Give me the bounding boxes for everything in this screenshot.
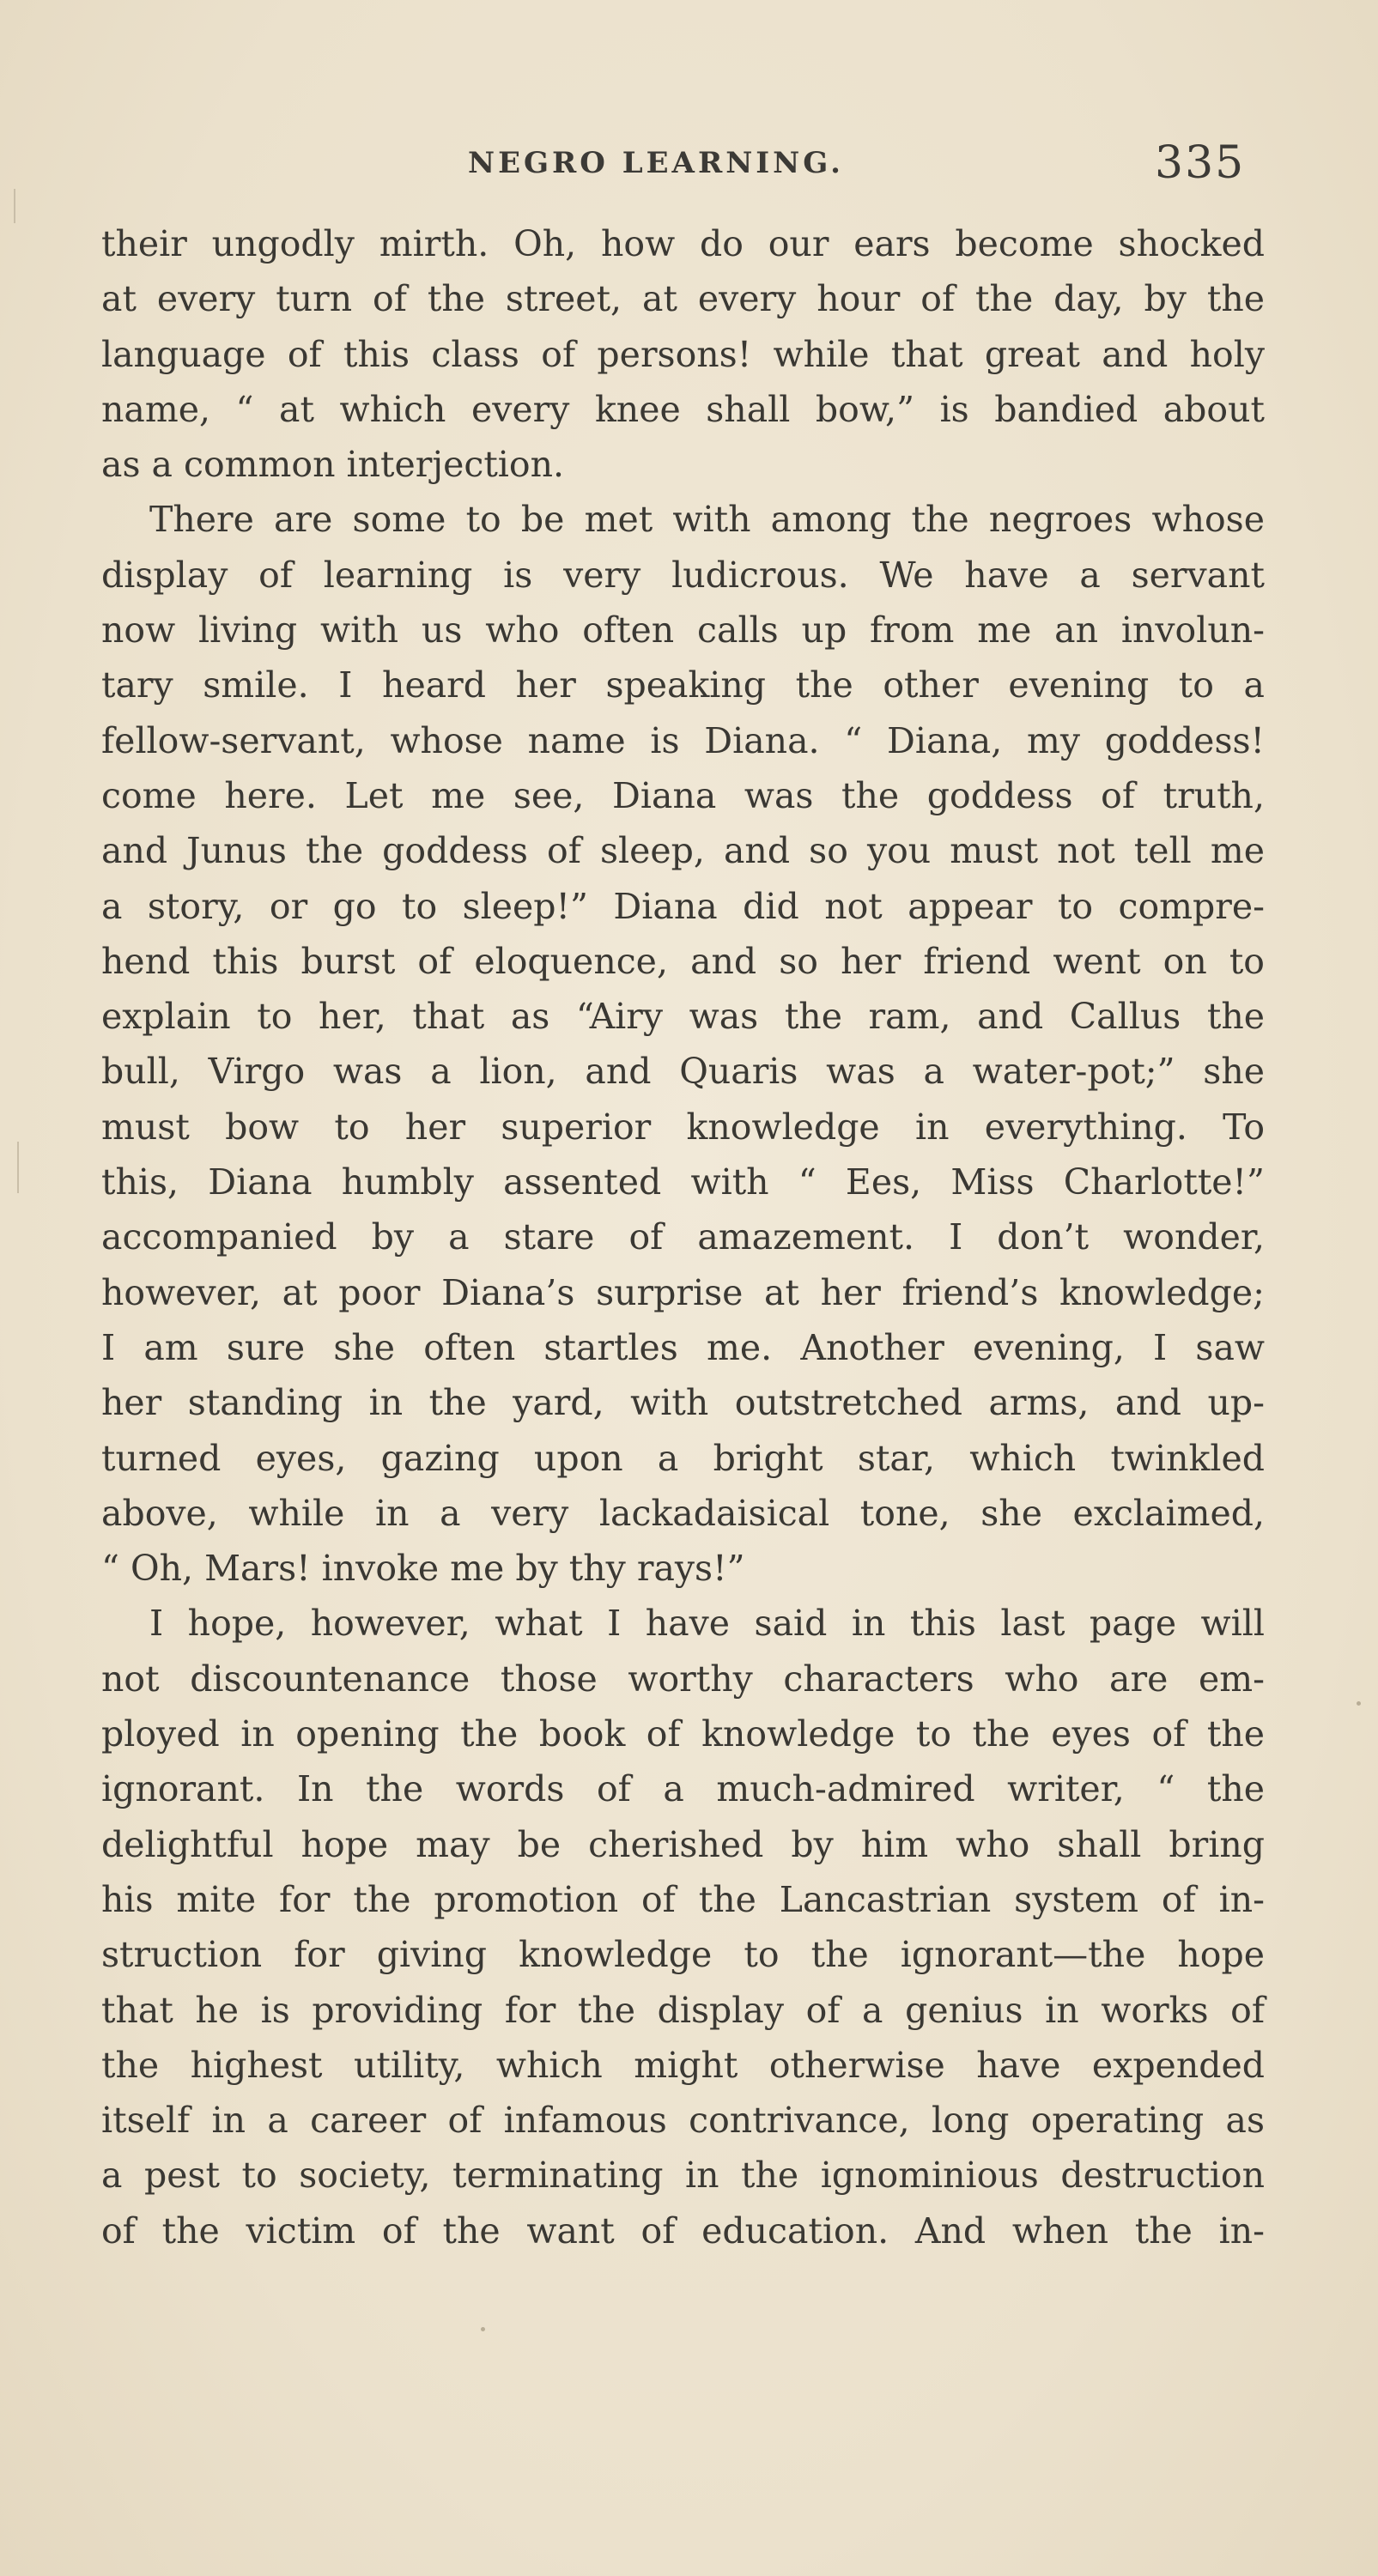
text-line: their ungodly mirth. Oh, how do our ears become shocked	[101, 223, 1265, 264]
text-line: There are some to be met with among the negroes whose	[149, 499, 1265, 541]
text-line: this, Diana humbly assented with “ Ees, Miss Charlotte!”	[101, 1161, 1265, 1203]
text-line: of the victim of the want of education. And when the in-	[101, 2209, 1265, 2252]
text-line: a story, or go to sleep!” Diana did not appear to compre-	[101, 885, 1265, 927]
text-line: “ Oh, Mars! invoke me by thy rays!”	[101, 1548, 745, 1590]
text-line: must bow to her superior knowledge in everything. To	[101, 1106, 1265, 1148]
text-line: now living with us who often calls up from me an involun-	[101, 609, 1265, 652]
text-line: at every turn of the street, at every hour of the day, by the	[101, 278, 1265, 320]
text-line: delightful hope may be cherished by him who shall bring	[101, 1823, 1265, 1865]
text-line: hend this burst of eloquence, and so her friend went on to	[101, 940, 1265, 982]
text-line: that he is providing for the display of a genius in works of	[101, 1989, 1265, 2031]
text-line: fellow-servant, whose name is Diana. “ Diana, my goddess!	[101, 719, 1265, 761]
body-text	[101, 216, 1265, 2258]
text-line: turned eyes, gazing upon a bright star, which twinkled	[101, 1437, 1265, 1479]
text-line: above, while in a very lackadaisical tone, she exclaimed,	[101, 1492, 1265, 1534]
text-line: the highest utility, which might otherwise have expended	[101, 2044, 1265, 2086]
running-title: NEGRO LEARNING.	[468, 146, 844, 180]
left-edge-mark-2	[17, 1142, 19, 1193]
left-edge-mark	[14, 189, 15, 223]
text-line: name, “ at which every knee shall bow,” is bandied about	[101, 388, 1265, 430]
text-line: tary smile. I heard her speaking the other evening to a	[101, 664, 1265, 706]
paper-speck	[481, 2327, 485, 2331]
text-line: accompanied by a stare of amazement. I don’t wonder,	[101, 1216, 1265, 1258]
text-line: however, at poor Diana’s surprise at her friend’s knowledge;	[101, 1271, 1265, 1313]
text-line: I am sure she often startles me. Another evening, I saw	[101, 1326, 1265, 1368]
text-line: ployed in opening the book of knowledge to the eyes of the	[101, 1713, 1265, 1755]
text-line: itself in a career of infamous contrivance, long operating as	[101, 2100, 1265, 2142]
text-line: I hope, however, what I have said in this last page will	[149, 1603, 1265, 1645]
page-header	[0, 137, 1378, 189]
text-line: ignorant. In the words of a much-admired writer, “ the	[101, 1768, 1265, 1810]
text-line: a pest to society, terminating in the ignominious destruction	[101, 2155, 1265, 2197]
text-line: his mite for the promotion of the Lancastrian system of in-	[101, 1878, 1265, 1920]
text-line: display of learning is very ludicrous. We have a servant	[101, 554, 1265, 596]
text-line: and Junus the goddess of sleep, and so you must not tell me	[101, 830, 1265, 872]
page-number: 335	[1155, 137, 1246, 189]
text-line: her standing in the yard, with outstretched arms, and up-	[101, 1382, 1265, 1424]
text-line: come here. Let me see, Diana was the goddess of truth,	[101, 774, 1265, 816]
text-line: struction for giving knowledge to the ignorant—the hope	[101, 1934, 1265, 1976]
text-line: explain to her, that as “Airy was the ram, and Callus the	[101, 996, 1265, 1038]
paper-speck	[1357, 1701, 1361, 1706]
text-line: as a common interjection.	[101, 444, 565, 486]
text-line: language of this class of persons! while that great and holy	[101, 333, 1265, 375]
text-line: not discountenance those worthy characters who are em-	[101, 1658, 1265, 1700]
text-line: bull, Virgo was a lion, and Quaris was a water-pot;” she	[101, 1051, 1265, 1093]
